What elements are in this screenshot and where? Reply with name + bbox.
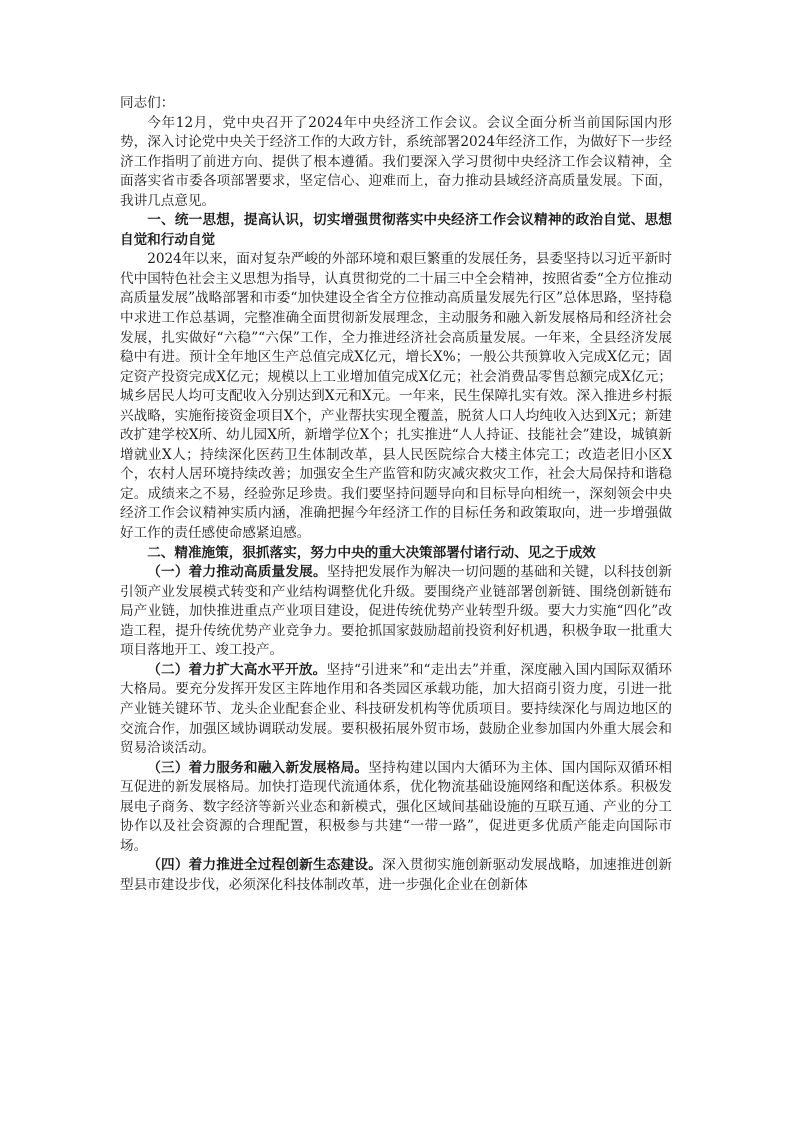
item-3-paragraph <box>120 759 672 857</box>
item-3-title: （三）着力服务和融入新发展格局。 <box>147 759 369 776</box>
item-1-body: 坚持把发展作为解决一切问题的基础和关键，以科技创新引领产业发展模式转变和产业结构调整优化升级。要围绕产业链部署创新链、围绕创新链布局产业链，加快推进重点产业项目建设，促进传统优势产业转型升级。要大力实施“四化”改造工程，提升传统优势产业竞争力。要抢抓国家鼓励超前投资利好机遇，积极争取一批重大项目落地开工、竣工投产。 <box>120 564 673 659</box>
item-4-paragraph <box>120 856 672 895</box>
item-2-title: （二）着力扩大高水平开放。 <box>147 661 327 678</box>
document-page <box>120 94 672 895</box>
item-1-paragraph <box>120 563 672 661</box>
item-4-body: 深入贯彻实施创新驱动发展战略，加速推进创新型县市建设步伐，必须深化科技体制改革，进一步强化企业在创新体 <box>120 857 673 893</box>
section-heading-1: 一、统一思想，提高认识，切实增强贯彻落实中央经济工作会议精神的政治自觉、思想自觉和行动自觉 <box>120 212 672 248</box>
salutation: 同志们： <box>120 95 175 111</box>
intro-paragraph: 今年12月，党中央召开了2024年中央经济工作会议。会议全面分析当前国际国内形势，深入讨论党中央关于经济工作的大政方针，系统部署2024年经济工作，为做好下一步经济工作指明了前进方向、提供了根本遵循。我们要深入学习贯彻中央经济工作会议精神，全面落实省市委各项部署要求，坚定信心、迎难而上，奋力推动县域经济高质量发展。下面，我讲几点意见。 <box>120 114 672 209</box>
item-1-title: （一）着力推动高质量发展。 <box>147 564 327 581</box>
item-4-title: （四）着力推进全过程创新生态建设。 <box>147 857 383 874</box>
section-heading-2: 二、精准施策，狠抓落实，努力中央的重大决策部署付诸行动、见之于成效 <box>147 544 596 561</box>
item-3-body: 坚持构建以国内大循环为主体、国内国际双循环相互促进的新发展格局。加快打造现代流通体系，优化物流基础设施网络和配送体系。积极发展电子商务、数字经济等新兴业态和新模式，强化区域间基础设施的互联互通、产业的分工协作以及社会资源的合理配置，积极参与共建“一带一路”，促进更多优质产能走向国际市场。 <box>120 759 673 854</box>
item-2-paragraph <box>120 661 672 759</box>
section-1-paragraph: 2024年以来，面对复杂严峻的外部环境和艰巨繁重的发展任务，县委坚持以习近平新时代中国特色社会主义思想为指导，认真贯彻党的二十届三中全会精神，按照省委“全方位推动高质量发展”战略部署和市委“加快建设全省全方位推动高质量发展先行区”总体思路，坚持稳中求进工作总基调，完整准确全面贯彻新发展理念，主动服务和融入新发展格局和经济社会发展，扎实做好“六稳”“六保”工作，全力推进经济社会高质量发展。一年来，全县经济发展稳中有进。预计全年地区生产总值完成X亿元，增长X%；一般公共预算收入完成X亿元；固定资产投资完成X亿元；规模以上工业增加值完成X亿元；社会消费品零售总额完成X亿元；城乡居民人均可支配收入分别达到X元和X元。一年来，民生保障扎实有效。深入推进乡村振兴战略，实施衔接资金项目X个，产业帮扶实现全覆盖，脱贫人口人均纯收入达到X元；新建改扩建学校X所、幼儿园X所，新增学位X个；扎实推进“人人持证、技能社会”建设，城镇新增就业X人；持续深化医药卫生体制改革，县人民医院综合大楼主体完工；改造老旧小区X个，农村人居环境持续改善；加强安全生产监管和防灾减灾救灾工作，社会大局保持和谐稳定。成绩来之不易，经验弥足珍贵。我们要坚持问题导向和目标导向相统一，深刻领会中央经济工作会议精神实质内涵，准确把握今年经济工作的目标任务和政策取向，进一步增强做好工作的责任感使命感紧迫感。 <box>120 251 672 542</box>
item-2-body: 坚持“引进来”和“走出去”并重，深度融入国内国际双循环大格局。要充分发挥开发区主阵地作用和各类园区承载功能，加大招商引资力度，引进一批产业链关键环节、龙头企业配套企业、科技研发机构等优质项目。要持续深化与周边地区的交流合作，加强区域协调联动发展。要积极拓展外贸市场，鼓励企业参加国内外重大展会和贸易洽谈活动。 <box>120 661 672 757</box>
